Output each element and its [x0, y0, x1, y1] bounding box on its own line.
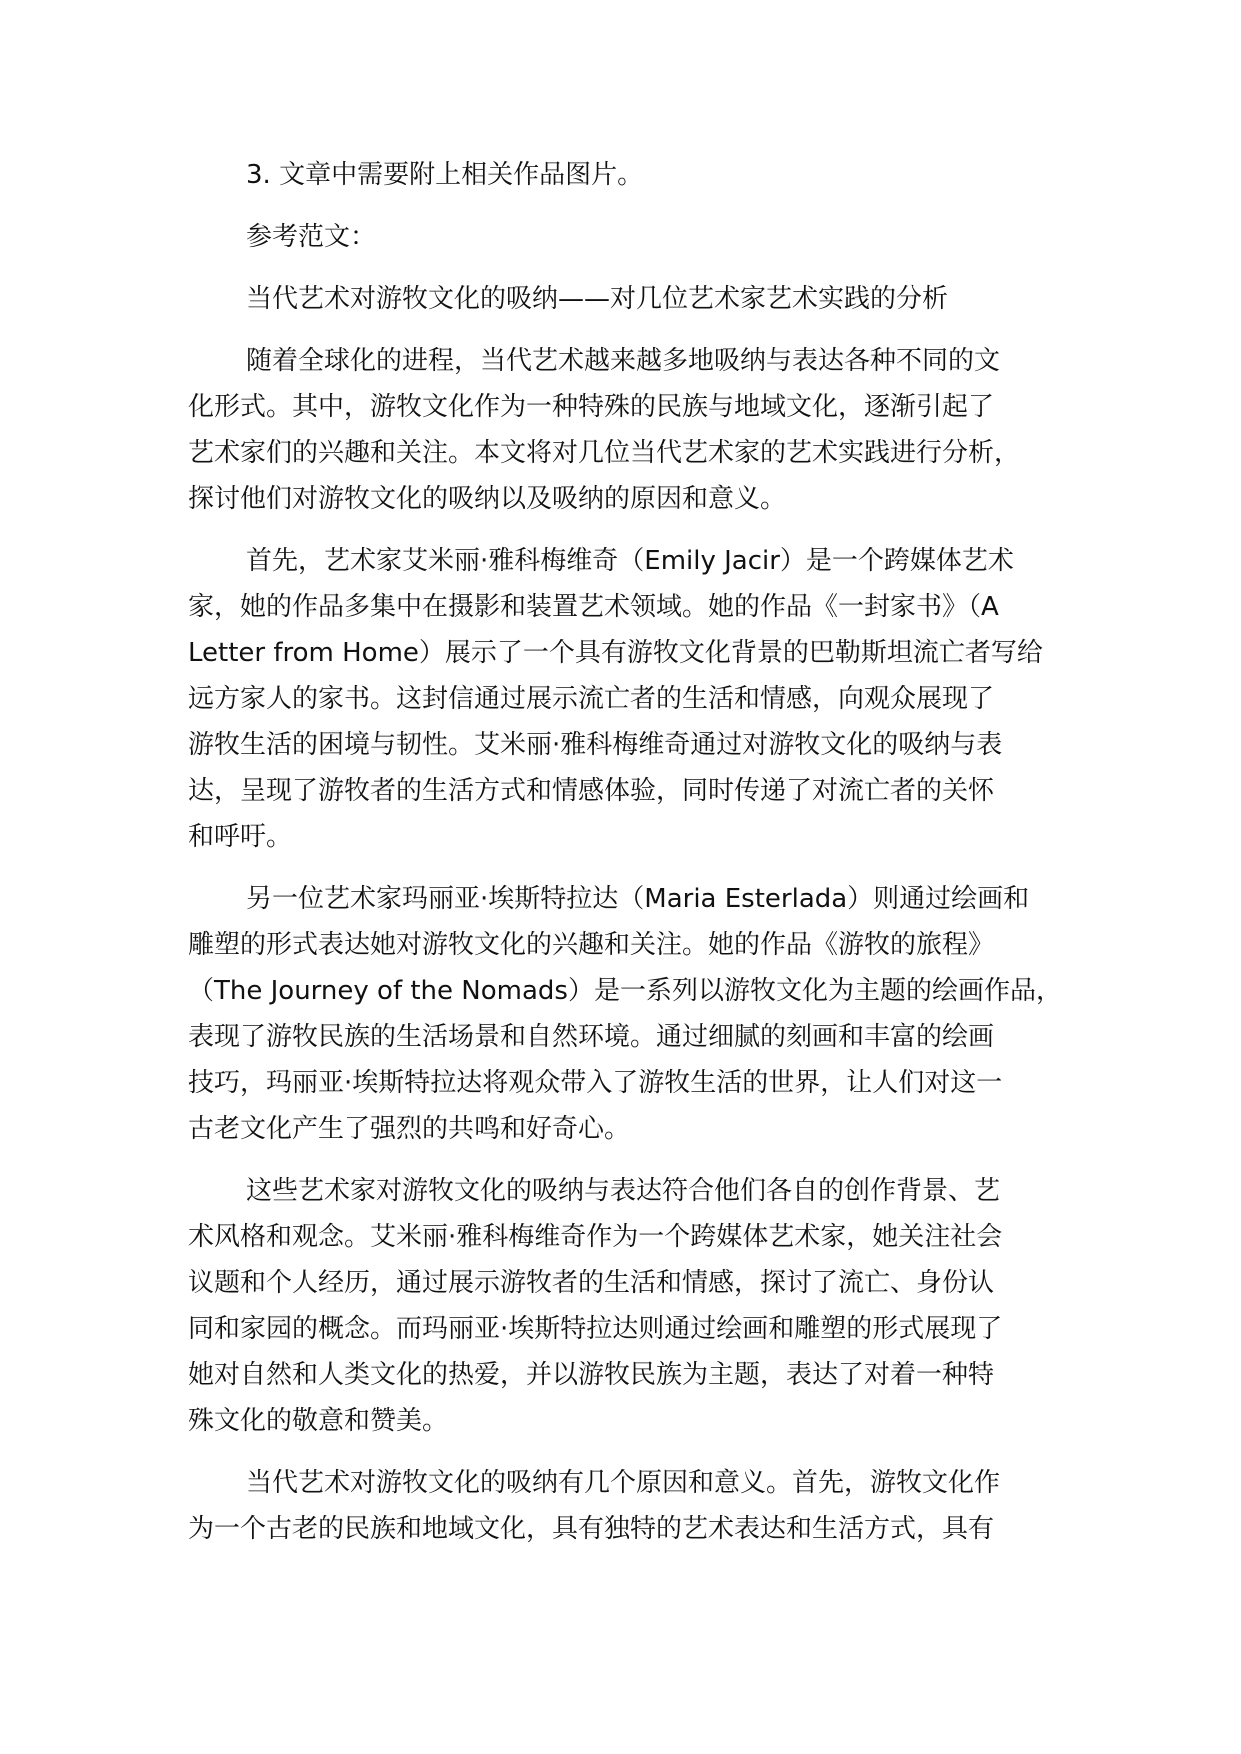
paragraph-4 [188, 1168, 1088, 1444]
paragraph-line: 技巧，玛丽亚·埃斯特拉达将观众带入了游牧生活的世界，让人们对这一 [188, 1068, 1003, 1098]
paragraph-line: 达，呈现了游牧者的生活方式和情感体验，同时传递了对流亡者的关怀 [188, 776, 995, 806]
paragraph-line: 另一位艺术家玛丽亚·埃斯特拉达（Maria Esterlada）则通过绘画和 [246, 884, 1030, 914]
paragraph-line: 议题和个人经历，通过展示游牧者的生活和情感，探讨了流亡、身份认 [188, 1268, 995, 1298]
paragraph-line: 和呼吁。 [188, 822, 293, 852]
paragraph-line: 探讨他们对游牧文化的吸纳以及吸纳的原因和意义。 [188, 484, 787, 514]
paragraph-line: 家，她的作品多集中在摄影和装置艺术领域。她的作品《一封家书》（A [188, 592, 999, 622]
paragraph-line: 殊文化的敬意和赞美。 [188, 1406, 449, 1436]
paragraph-line: 同和家园的概念。而玛丽亚·埃斯特拉达则通过绘画和雕塑的形式展现了 [188, 1314, 1003, 1344]
requirement-item: 3. 文章中需要附上相关作品图片。 [246, 160, 644, 190]
paragraph-line: （The Journey of the Nomads）是一系列以游牧文化为主题的绘画作品， [188, 976, 1062, 1006]
paragraph-2 [188, 538, 1088, 860]
paragraph-3 [188, 876, 1088, 1152]
reference-label: 参考范文： [246, 222, 377, 252]
paragraph-line: Letter from Home）展示了一个具有游牧文化背景的巴勒斯坦流亡者写给 [188, 638, 1043, 668]
paragraph-line: 她对自然和人类文化的热爱，并以游牧民族为主题，表达了对着一种特 [188, 1360, 995, 1390]
document-body [188, 152, 1088, 1568]
paragraph-line: 雕塑的形式表达她对游牧文化的兴趣和关注。她的作品《游牧的旅程》 [188, 930, 995, 960]
paragraph-line: 当代艺术对游牧文化的吸纳有几个原因和意义。首先，游牧文化作 [246, 1468, 1001, 1498]
paragraph-line: 远方家人的家书。这封信通过展示流亡者的生活和情感，向观众展现了 [188, 684, 995, 714]
paragraph-1 [188, 338, 1088, 522]
paragraph-5 [188, 1460, 1088, 1552]
paragraph-line: 首先，艺术家艾米丽·雅科梅维奇（Emily Jacir）是一个跨媒体艺术 [246, 546, 1014, 576]
paragraph-line: 随着全球化的进程，当代艺术越来越多地吸纳与表达各种不同的文 [246, 346, 1001, 376]
paragraph-line: 化形式。其中，游牧文化作为一种特殊的民族与地域文化，逐渐引起了 [188, 392, 995, 422]
paragraph-line: 术风格和观念。艾米丽·雅科梅维奇作为一个跨媒体艺术家，她关注社会 [188, 1222, 1003, 1252]
paragraph-line: 表现了游牧民族的生活场景和自然环境。通过细腻的刻画和丰富的绘画 [188, 1022, 995, 1052]
paragraph-line: 为一个古老的民族和地域文化，具有独特的艺术表达和生活方式，具有 [188, 1514, 995, 1544]
paragraph-line: 游牧生活的困境与韧性。艾米丽·雅科梅维奇通过对游牧文化的吸纳与表 [188, 730, 1003, 760]
paragraph-line: 这些艺术家对游牧文化的吸纳与表达符合他们各自的创作背景、艺 [246, 1176, 1001, 1206]
essay-title: 当代艺术对游牧文化的吸纳——对几位艺术家艺术实践的分析 [246, 284, 949, 314]
paragraph-line: 艺术家们的兴趣和关注。本文将对几位当代艺术家的艺术实践进行分析， [188, 438, 1021, 468]
paragraph-line: 古老文化产生了强烈的共鸣和好奇心。 [188, 1114, 631, 1144]
